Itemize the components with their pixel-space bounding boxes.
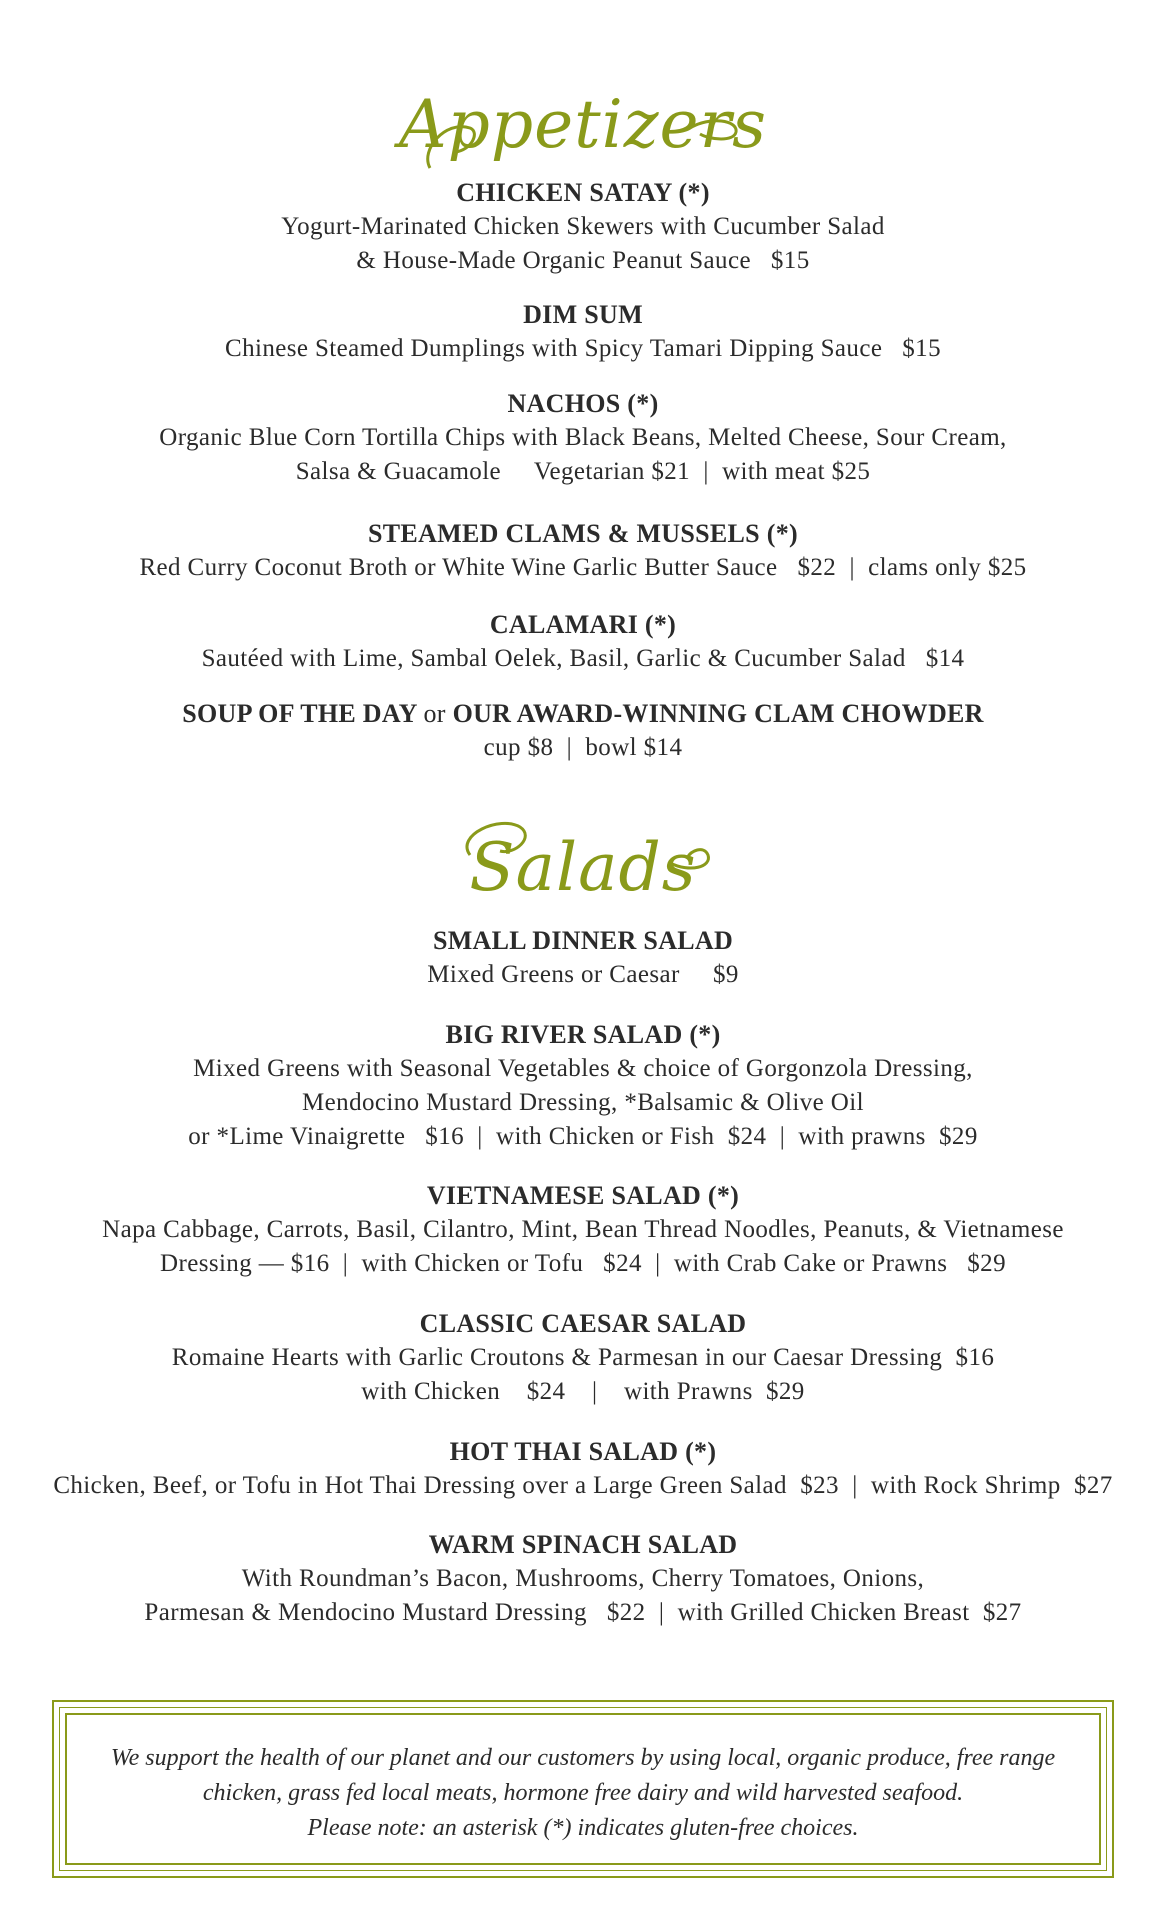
item-description: Mixed Greens with Seasonal Vegetables & choice of Gorgonzola Dressing, [193,1055,973,1082]
item-name: BIG RIVER SALAD (*) [445,1020,721,1049]
item-description: With Roundman’s Bacon, Mushrooms, Cherry Tomatoes, Onions, [241,1565,925,1592]
item-name-part: SOUP OF THE DAY [182,699,417,728]
item-description: Chicken, Beef, or Tofu in Hot Thai Dressing over a Large Green Salad $23 | with Rock Shrimp $27 [53,1472,1113,1499]
notice-line: We support the health of our planet and our customers by using local, organic produce, free range [110,1745,1056,1771]
menu-item [0,608,1166,676]
item-name: DIM SUM [523,300,643,329]
menu-item [0,1528,1166,1630]
item-description: with Chicken $24 | with Prawns $29 [361,1378,805,1405]
item-description: or *Lime Vinaigrette $16 | with Chicken or Fish $24 | with prawns $29 [188,1123,978,1150]
item-name: HOT THAI SALAD (*) [449,1437,717,1466]
item-name: SMALL DINNER SALAD [432,926,734,955]
item-name: CLASSIC CAESAR SALAD [419,1309,747,1338]
item-description: Yogurt-Marinated Chicken Skewers with Cucumber Salad [281,213,885,240]
notice-line: chicken, grass fed local meats, hormone free dairy and wild harvested seafood. [202,1780,964,1806]
sustainability-notice-box [52,1700,1114,1878]
item-description: Red Curry Coconut Broth or White Wine Garlic Butter Sauce $22 | clams only $25 [139,554,1027,581]
menu-item [0,924,1166,992]
menu-item [0,1179,1166,1281]
menu-item [0,517,1166,585]
notice-frame [59,1707,1107,1871]
appetizers-flourish [0,110,1166,170]
item-description: & House-Made Organic Peanut Sauce $15 [356,247,810,274]
item-name: VIETNAMESE SALAD (*) [426,1181,740,1210]
notice-text [67,1741,1099,1846]
item-description: Organic Blue Corn Tortilla Chips with Black Beans, Melted Cheese, Sour Cream, [159,424,1007,451]
menu-item [0,1018,1166,1154]
salads-title: Salads [469,829,697,906]
item-name: WARM SPINACH SALAD [428,1530,738,1559]
item-description: Sautéed with Lime, Sambal Oelek, Basil, Garlic & Cucumber Salad $14 [201,645,965,672]
item-description: Salsa & Guacamole Vegetarian $21 | with meat $25 [295,458,871,485]
notice-line: Please note: an asterisk (*) indicates gluten-free choices. [307,1815,859,1841]
item-name: CALAMARI (*) [489,610,677,639]
item-description: Napa Cabbage, Carrots, Basil, Cilantro, Mint, Bean Thread Noodles, Peanuts, & Vietnamese [102,1216,1064,1243]
menu-item [0,1307,1166,1409]
item-description: Mixed Greens or Caesar $9 [427,961,739,988]
item-name-conjunction: or [423,699,446,728]
menu-item [0,387,1166,489]
menu-item [0,1435,1166,1503]
item-description: Chinese Steamed Dumplings with Spicy Tamari Dipping Sauce $15 [225,335,941,362]
notice-frame-inner [65,1713,1101,1865]
item-description: Dressing — $16 | with Chicken or Tofu $24 | with Crab Cake or Prawns $29 [160,1250,1006,1277]
menu-item [0,298,1166,366]
item-name: NACHOS (*) [507,389,659,418]
item-description: Romaine Hearts with Garlic Croutons & Parmesan in our Caesar Dressing $16 [171,1344,995,1371]
item-name: STEAMED CLAMS & MUSSELS (*) [368,519,798,548]
item-description: Parmesan & Mendocino Mustard Dressing $22 | with Grilled Chicken Breast $27 [144,1599,1022,1626]
item-description: cup $8 | bowl $14 [483,734,683,761]
item-name [0,697,1166,731]
menu-item [0,697,1166,765]
item-description: Mendocino Mustard Dressing, *Balsamic & Olive Oil [302,1089,864,1116]
appetizers-title: Appetizers [398,86,768,163]
salads-flourish [0,815,1166,875]
menu-item [0,176,1166,278]
item-name-part: OUR AWARD-WINNING CLAM CHOWDER [452,699,984,728]
item-name: CHICKEN SATAY (*) [456,178,710,207]
